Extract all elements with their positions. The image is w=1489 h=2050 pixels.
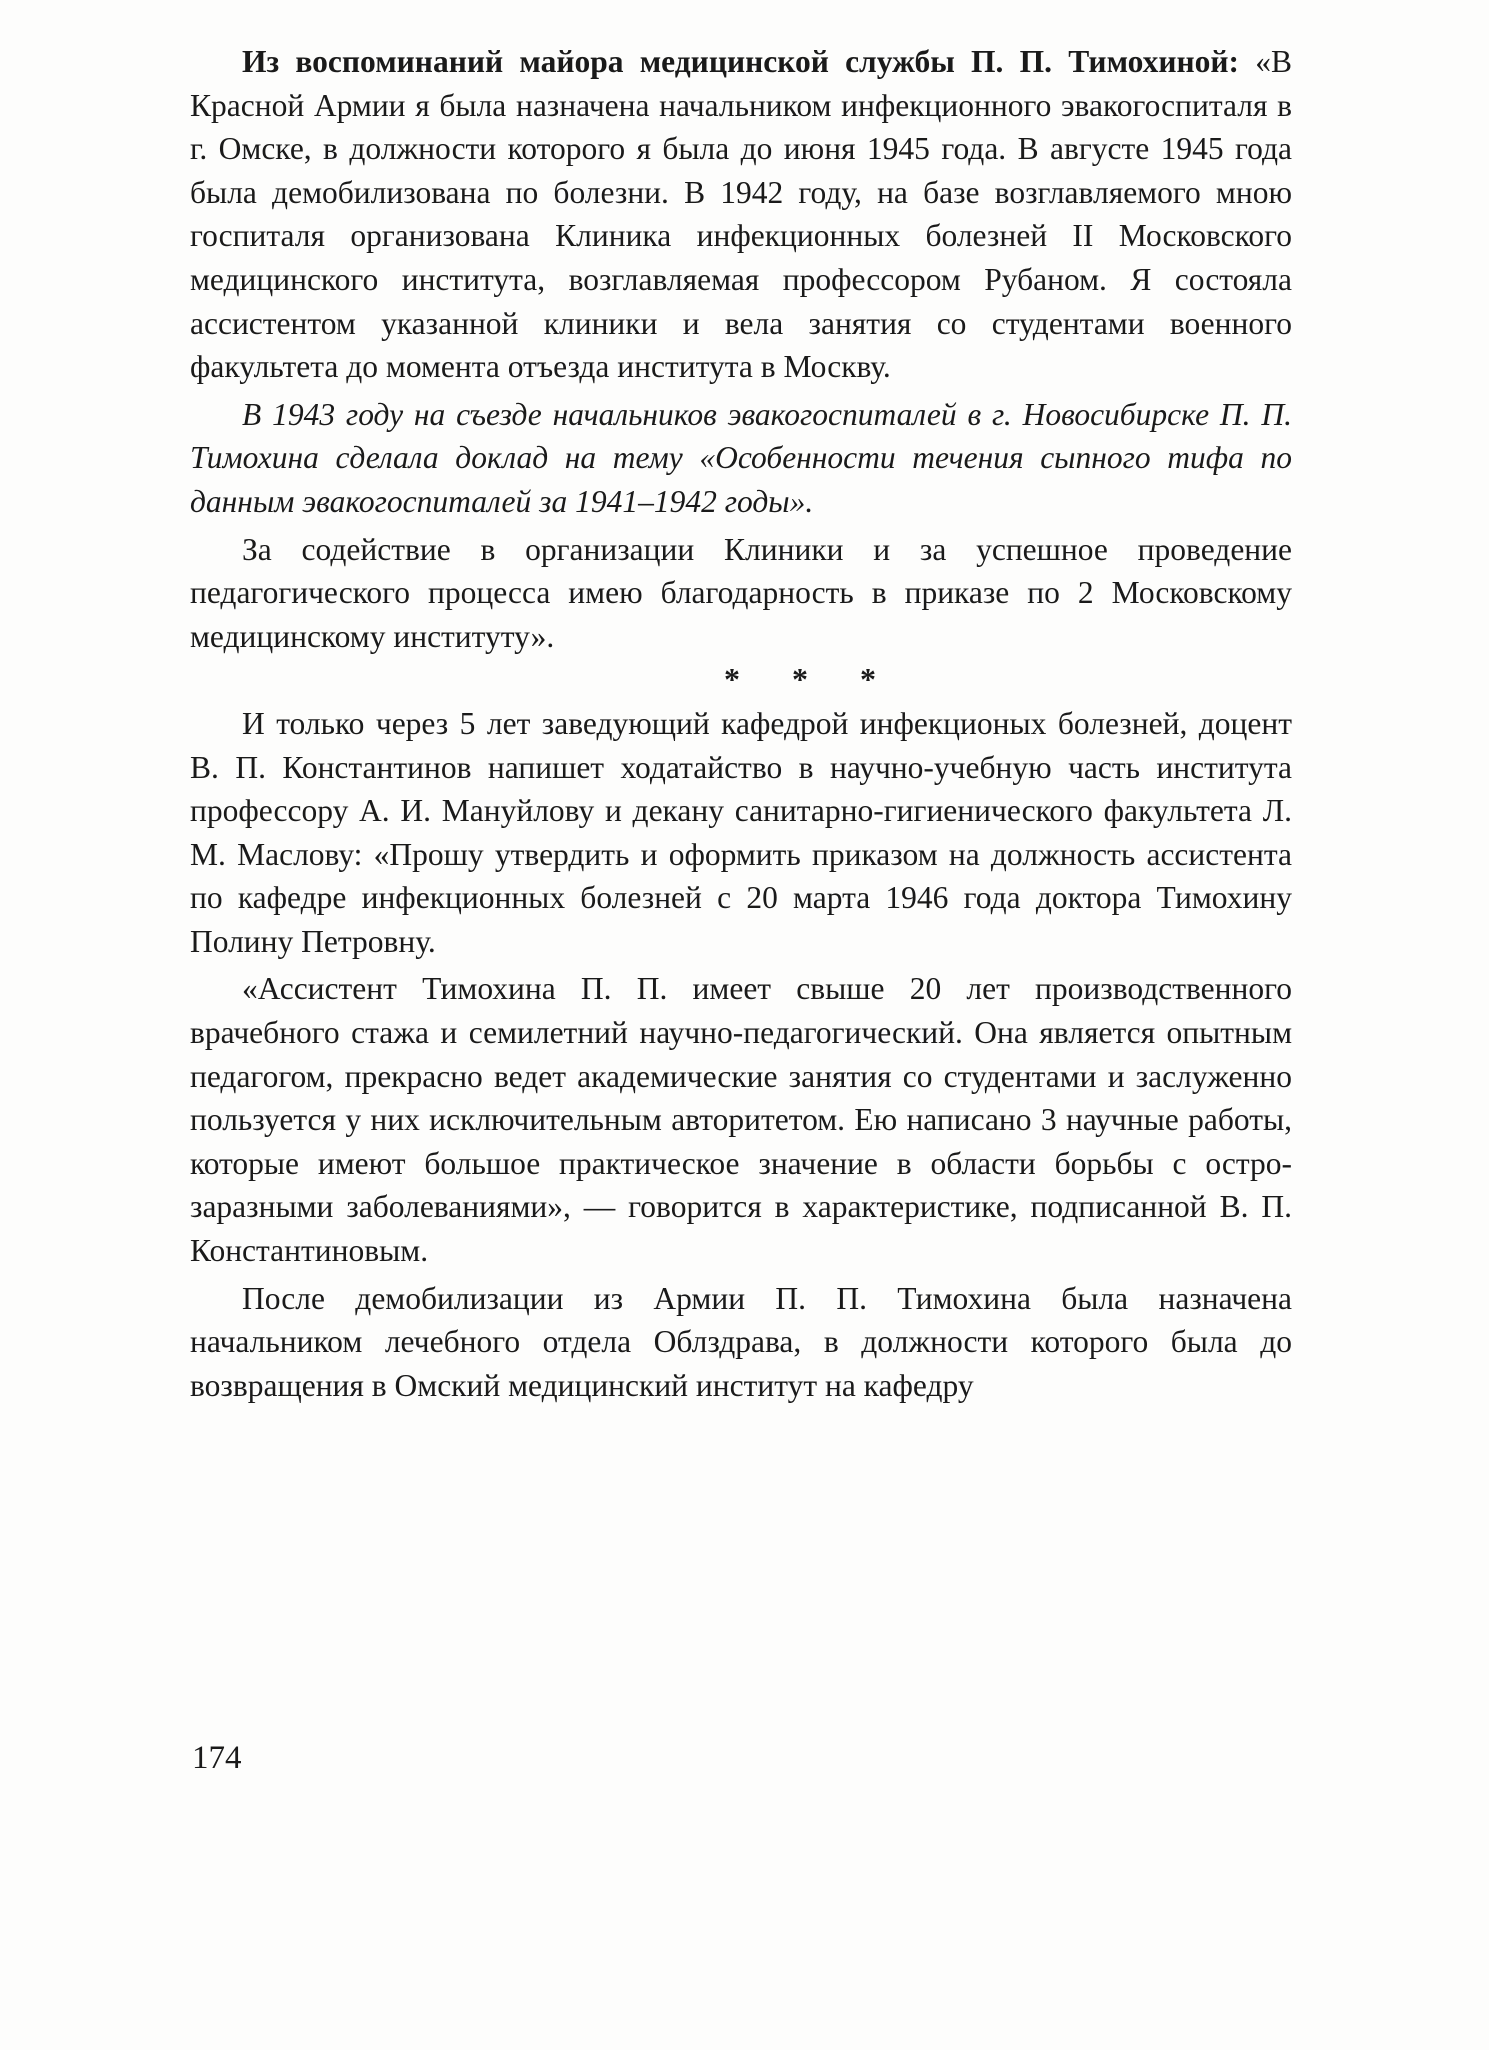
page-number: 174 bbox=[192, 1740, 242, 1776]
after-demob-paragraph: После демобилизации из Армии П. П. Тимохина была назначена начальником лечебного отдела Облздрава, в должности которого была до возвращения в Омский медицинский институт на кафедру bbox=[190, 1280, 1292, 1403]
gratitude-paragraph: За содействие в организации Клиники и за успешное проведение педагогического процесса имею благодарность в приказе по 2 Московскому медицинскому институту». bbox=[190, 531, 1292, 654]
petition-paragraph: И только через 5 лет заведующий кафедрой инфекционых болезней, доцент В. П. Константинов напишет ходатайство в научно-учебную часть института профессору А. И. Мануйлову и декану санитарно-гигиенического факультета Л. М. Маслову: «Прошу утвердить и оформить приказом на должность ассистента по кафедре инфекционных болезней с 20 марта 1946 года доктора Тимохину Полину Петровну. bbox=[190, 705, 1292, 959]
italic-note: В 1943 году на съезде начальников эвакогоспиталей в г. Новосибирске П. П. Тимохина сделала доклад на тему «Особенности течения сыпного тифа по данным эвакогоспиталей за 1941–1942 годы». bbox=[190, 396, 1292, 519]
page-text bbox=[190, 40, 1292, 1407]
memoir-intro: Из воспоминаний майора медицинской службы П. П. Тимохиной: bbox=[242, 44, 1240, 79]
memoir-quote: «В Красной Армии я была назначена начальником инфекционного эвакогоспиталя в г. Омске, в должности которого я была до июня 1945 года. В августе 1945 года была демобилизована по болезни. В 1942 году, на базе возглавляемого мною госпиталя организована Клиника инфекционных болезней II Московского медицинского института, возглавляемая профессором Рубаном. Я состояла ассистентом указанной клиники и вела занятия со студентами военного факультета до момента отъезда института в Москву. bbox=[190, 44, 1292, 385]
section-separator: * * * bbox=[724, 661, 898, 698]
memoir-paragraph bbox=[190, 40, 1292, 389]
characteristic-paragraph: «Ассистент Тимохина П. П. имеет свыше 20 лет производственного врачебного стажа и семилетний научно-педагогический. Она является опытным педагогом, прекрасно ведет академические занятия со студентами и заслуженно пользуется у них исключительным авторитетом. Ею написано 3 научные работы, которые имеют большое практическое значение в области борьбы с остро-заразными заболеваниями», — говорится в характеристике, подписанной В. П. Константиновым. bbox=[190, 971, 1292, 1269]
